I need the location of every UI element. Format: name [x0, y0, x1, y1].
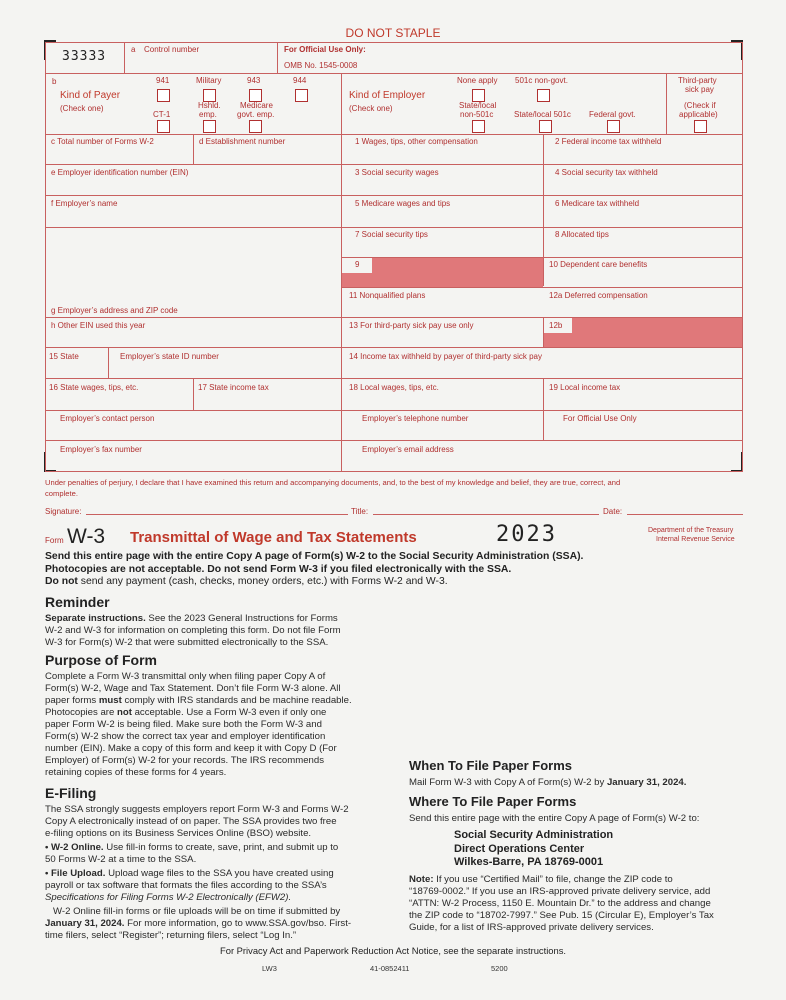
box-12b-label: 12b — [549, 321, 563, 330]
box-9-label: 9 — [355, 260, 360, 269]
perjury-line-2: complete. — [45, 489, 78, 498]
form-word: Form — [45, 536, 64, 545]
box-12a-label: 12a Deferred compensation — [549, 291, 648, 300]
payer-hshld-label-1: Hshld. — [198, 101, 221, 110]
box-11-label: 11 Nonqualified plans — [349, 291, 426, 300]
purpose-line-4b: not — [117, 707, 132, 718]
telephone-label: Employer’s telephone number — [362, 414, 469, 423]
kind-of-employer-check: (Check one) — [349, 104, 393, 113]
box-7-label: 7 Social security tips — [355, 230, 428, 239]
send-line-3-bold: Do not — [45, 576, 78, 587]
reminder-heading: Reminder — [45, 594, 110, 610]
box-a-letter: a — [131, 45, 136, 54]
state-local-label-2: non-501c — [460, 110, 494, 119]
box-15-label: 15 State — [49, 352, 79, 361]
efiling-line-2: Copy A electronically instead of on paper. The SSA provides two free — [45, 816, 337, 827]
reminder-bold: Separate instructions. — [45, 613, 146, 624]
efiling-closing-1: W-2 Online fill-in forms or file uploads will be on time if submitted by — [53, 906, 341, 917]
purpose-line-8: Employer) of Form(s) W-2 for your records. The IRS recommends — [45, 755, 325, 766]
kind-of-payer-check: (Check one) — [60, 104, 104, 113]
box-b-letter: b — [52, 77, 57, 86]
payer-military-label: Military — [196, 76, 222, 85]
dept-line-1: Department of the Treasury — [648, 527, 734, 534]
do-not-staple: DO NOT STAPLE — [345, 26, 441, 40]
efiling-line-3: e-filing options on its Business Services Online (BSO) website. — [45, 828, 312, 839]
title-label: Title: — [351, 507, 369, 516]
third-party-label-4: applicable) — [679, 110, 718, 119]
address-line-2: Direct Operations Center — [454, 842, 585, 855]
box-8-label: 8 Allocated tips — [555, 230, 609, 239]
payer-941-label: 941 — [156, 76, 170, 85]
federal-govt-checkbox[interactable] — [607, 120, 620, 133]
purpose-line-7: number (EIN). Make a copy of this form and keep it with Copy D (For — [45, 743, 337, 754]
box-14-label: 14 Income tax withheld by payer of third-party sick pay — [349, 352, 542, 361]
note-bold: Note: — [409, 873, 434, 885]
purpose-line-3c: comply with IRS standards and be machine readable. — [121, 695, 352, 706]
footer-code-3: 5200 — [491, 964, 508, 973]
efiling-closing-bold: January 31, 2024. — [45, 918, 125, 929]
note-line-1: If you use “Certified Mail” to file, change the ZIP code to — [433, 873, 673, 885]
when-heading: When To File Paper Forms — [409, 758, 573, 773]
date-line[interactable] — [627, 514, 743, 515]
payer-944-label: 944 — [293, 76, 307, 85]
box-f-label: f Employer’s name — [51, 199, 118, 208]
box-4-label: 4 Social security tax withheld — [555, 168, 658, 177]
federal-govt-label: Federal govt. — [589, 110, 636, 119]
when-date: January 31, 2024. — [606, 777, 687, 788]
state-id-label: Employer’s state ID number — [120, 352, 219, 361]
box-2-label: 2 Federal income tax withheld — [555, 137, 662, 146]
footer-code-2: 41-0852411 — [370, 964, 410, 973]
501c-label: 501c non-govt. — [515, 76, 568, 85]
box-13-label: 13 For third-party sick pay use only — [349, 321, 474, 330]
where-heading: Where To File Paper Forms — [409, 794, 577, 809]
state-local-label-1: State/local — [459, 101, 497, 110]
reminder-line-2: W-2 and W-3 for information on completing this form. Do not file Form — [45, 625, 341, 636]
title-line[interactable] — [373, 514, 599, 515]
reminder-line-1: See the 2023 General Instructions for Forms — [145, 613, 338, 624]
note-line-2: “18769-0002.” If you use an IRS-approved private delivery service, add — [409, 885, 711, 897]
box-5-label: 5 Medicare wages and tips — [355, 199, 451, 208]
efiling-bullet-2-bold: • File Upload. — [45, 868, 106, 879]
when-line: Mail Form W-3 with Copy A of Form(s) W-2 by — [409, 777, 607, 788]
privacy-notice: For Privacy Act and Paperwork Reduction Act Notice, see the separate instructions. — [220, 945, 566, 956]
box-10-label: 10 Dependent care benefits — [549, 260, 648, 269]
contact-person-label: Employer’s contact person — [60, 414, 155, 423]
efiling-heading: E-Filing — [45, 785, 97, 801]
send-line-3 — [45, 576, 583, 589]
box9-shade — [372, 258, 543, 287]
box-1-label: 1 Wages, tips, other compensation — [355, 137, 478, 146]
box-e-label: e Employer identification number (EIN) — [51, 168, 189, 177]
box-d-label: d Establishment number — [199, 137, 286, 146]
signature-line[interactable] — [86, 514, 348, 515]
left-column — [45, 594, 385, 942]
kind-of-employer-title: Kind of Employer — [349, 90, 426, 101]
purpose-line-9: retaining copies of these forms for 4 years. — [45, 767, 227, 778]
state-local-501c-label: State/local 501c — [514, 110, 571, 119]
payer-hshld-label-2: emp. — [199, 110, 217, 119]
efiling-bullet-2: Upload wage files to the SSA you have created using — [105, 868, 334, 879]
box-g-label: g Employer’s address and ZIP code — [51, 306, 178, 315]
purpose-line-5: paper Form W-2 is being filed. Make sure both the Form W-3 and — [45, 719, 322, 730]
box-16-label: 16 State wages, tips, etc. — [49, 383, 139, 392]
official-use-label: For Official Use Only: — [284, 45, 366, 54]
payer-medicare-label-2: govt. emp. — [237, 110, 275, 119]
third-party-sick-pay-checkbox[interactable] — [694, 120, 707, 133]
payer-medicare-checkbox[interactable] — [249, 120, 262, 133]
perjury-line-1: Under penalties of perjury, I declare that I have examined this return and accompanying documents, and, to the best of my knowledge and belief, they are true, correct, and — [45, 478, 621, 487]
address-line-3: Wilkes-Barre, PA 18769-0001 — [454, 856, 604, 868]
box-19-label: 19 Local income tax — [549, 383, 621, 392]
payer-941-checkbox[interactable] — [157, 89, 170, 102]
purpose-line-2: Form(s) W-2, Wage and Tax Statement. Don’t file Form W-3 alone. All — [45, 683, 341, 694]
payer-944-checkbox[interactable] — [295, 89, 308, 102]
note-line-4: the ZIP code to “18702-7997.” See Pub. 15 (Circular E), Employer’s Tax — [409, 909, 714, 921]
omb-number: OMB No. 1545-0008 — [284, 61, 358, 70]
purpose-line-1: Complete a Form W-3 transmittal only when filing paper Copy A of — [45, 671, 326, 682]
mailing-address — [409, 829, 744, 870]
kind-of-payer-title: Kind of Payer — [60, 90, 121, 101]
box-3-label: 3 Social security wages — [355, 168, 439, 177]
state-local-501c-checkbox[interactable] — [539, 120, 552, 133]
form-title: Transmittal of Wage and Tax Statements — [130, 529, 417, 546]
form-name: W-3 — [67, 525, 106, 548]
footer-code-1: LW3 — [262, 964, 277, 973]
third-party-label-1: Third-party — [678, 76, 717, 85]
send-instructions — [45, 551, 583, 589]
control-number-label: Control number — [144, 45, 200, 54]
reminder-line-3: W-3 for Form(s) W-2 that were submitted electronically to the SSA. — [45, 637, 329, 648]
box12b-shade — [572, 318, 742, 347]
control-number-value: 33333 — [62, 49, 107, 64]
purpose-line-3a: paper forms — [45, 695, 99, 706]
purpose-line-3b: must — [98, 695, 122, 706]
payer-hshld-checkbox[interactable] — [203, 120, 216, 133]
payer-ct1-label: CT-1 — [153, 110, 171, 119]
efiling-bullet-1-bold: • W-2 Online. — [45, 842, 104, 853]
purpose-line-4c: acceptable. Use a Form W-3 even if only one — [131, 707, 327, 718]
501c-checkbox[interactable] — [537, 89, 550, 102]
where-line: Send this entire page with the entire Copy A page of Form(s) W-2 to: — [409, 813, 700, 824]
email-label: Employer’s email address — [362, 445, 454, 454]
box-6-label: 6 Medicare tax withheld — [555, 199, 640, 208]
address-line-1: Social Security Administration — [454, 829, 614, 841]
box-c-label: c Total number of Forms W-2 — [51, 137, 154, 146]
send-line-1: Send this entire page with the entire Copy A page of Form(s) W-2 to the Social Security Administration (SSA). — [45, 551, 584, 562]
purpose-line-4a: Photocopies are — [45, 707, 117, 718]
send-line-2: Photocopies are not acceptable. Do not send Form W-3 if you filed electronically with the SSA. — [45, 563, 512, 575]
third-party-label-2: sick pay — [685, 85, 714, 94]
send-line-3-rest: send any payment (cash, checks, money orders, etc.) with Forms W-2 and W-3. — [77, 576, 448, 587]
efiling-bullet-2-line-3: Specifications for Filing Forms W-2 Electronically (EFW2). — [45, 892, 292, 903]
fax-label: Employer’s fax number — [60, 445, 142, 454]
right-column — [409, 758, 744, 934]
payer-943-label: 943 — [247, 76, 261, 85]
efiling-bullet-1: Use fill-in forms to create, save, print, and submit up to — [103, 842, 339, 853]
payer-medicare-label-1: Medicare — [240, 101, 273, 110]
form-year: 2023 — [496, 522, 557, 547]
box-17-label: 17 State income tax — [198, 383, 269, 392]
state-local-checkbox[interactable] — [472, 120, 485, 133]
dept-line-2: Internal Revenue Service — [656, 536, 735, 543]
payer-ct1-checkbox[interactable] — [157, 120, 170, 133]
purpose-line-6: Form(s) W-2 show the correct tax year and employer identification — [45, 731, 326, 742]
box12b-shade-lower — [544, 333, 572, 347]
signature-label: Signature: — [45, 507, 82, 516]
box9-shade-lower — [342, 273, 372, 287]
note-line-5: Guide, for a list of IRS-approved private delivery services. — [409, 921, 654, 933]
note-line-3: “ATTN: W-2 Process, 1150 E. Mountain Dr.” to the address and change — [409, 897, 711, 909]
none-apply-label: None apply — [457, 76, 498, 85]
box-18-label: 18 Local wages, tips, etc. — [349, 383, 439, 392]
efiling-bullet-1-line-2: 50 Forms W-2 at a time to the SSA. — [45, 854, 197, 865]
efiling-line-1: The SSA strongly suggests employers report Form W-3 and Forms W-2 — [45, 804, 349, 815]
purpose-heading: Purpose of Form — [45, 652, 158, 668]
efiling-bullet-2-line-2: payroll or tax software that formats the files according to the SSA’s — [45, 880, 327, 891]
efiling-closing-2: For more information, go to www.SSA.gov/bso. First- — [124, 918, 352, 929]
box-h-label: h Other EIN used this year — [51, 321, 146, 330]
official-use-2-label: For Official Use Only — [563, 414, 637, 423]
efiling-closing-3: time filers, select “Register”; returning filers, select “Log In.” — [45, 930, 297, 941]
date-label: Date: — [603, 507, 623, 516]
third-party-label-3: (Check if — [684, 101, 716, 110]
